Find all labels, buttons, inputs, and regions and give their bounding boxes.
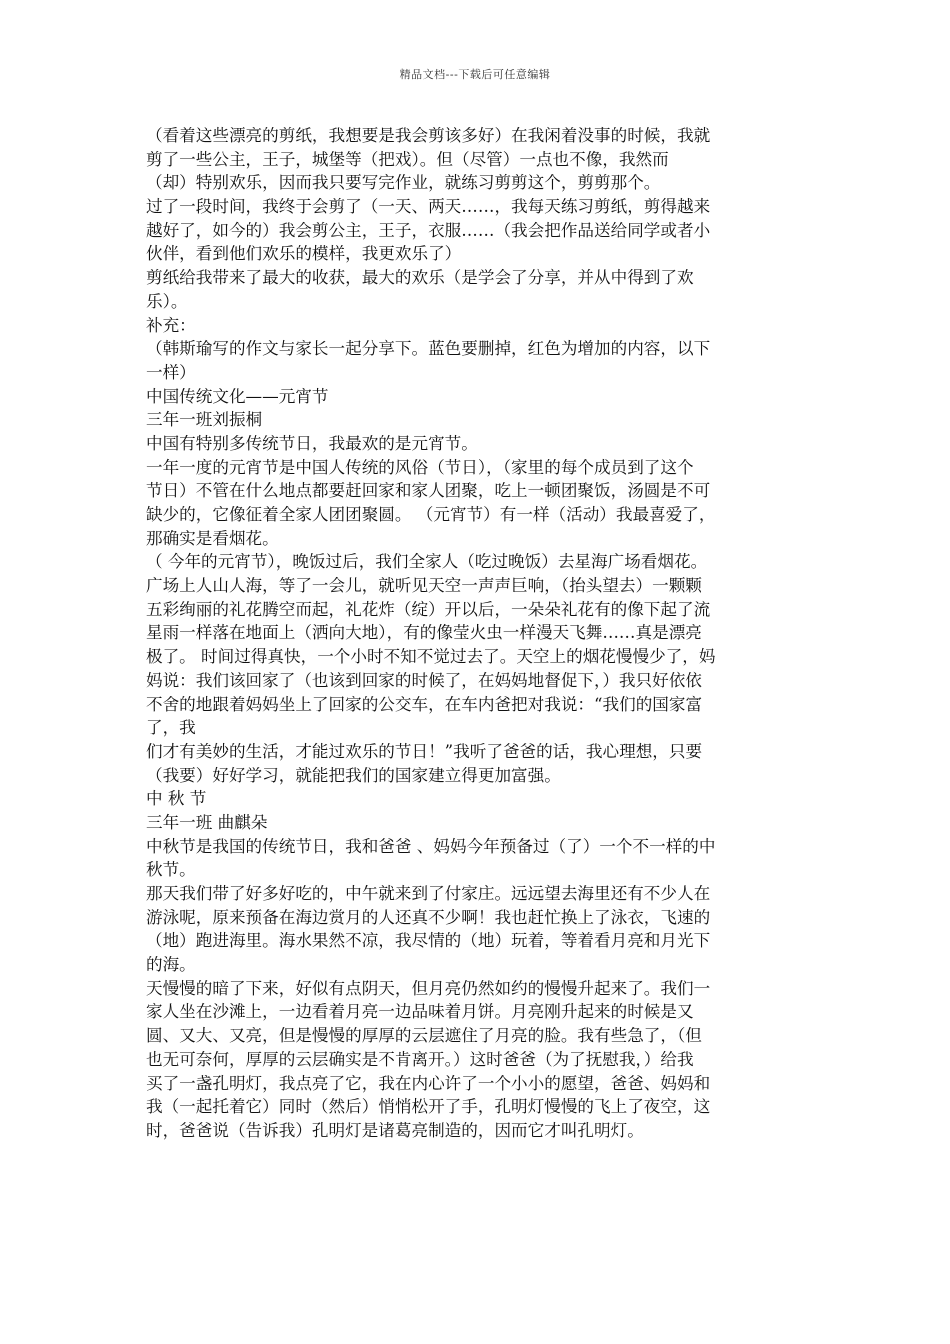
text-line: 乐）。	[146, 291, 188, 311]
text-line: 我（一起托着它）同时（然后）悄悄松开了手，孔明灯慢慢的飞上了夜空，这	[146, 1097, 711, 1117]
text-line: 游泳呢，原来预备在海边赏月的人还真不少啊！我也赶忙换上了泳衣，飞速的	[146, 907, 711, 927]
text-line: 中国传统文化——元宵节	[146, 386, 329, 406]
document-body	[146, 124, 806, 1143]
text-line: 们才有美妙的生活，才能过欢乐的节日！”我听了爸爸的话，我心理想，只要	[146, 741, 703, 761]
text-line: （我要）好好学习，就能把我们的国家建立得更加富强。	[146, 765, 561, 785]
text-line: 一样）	[146, 362, 196, 382]
text-line: 伙伴，看到他们欢乐的模样，我更欢乐了）	[146, 244, 462, 264]
text-line: 剪了一些公主，王子，城堡等（把戏）。但（尽管）一点也不像，我然而	[146, 149, 669, 169]
page-header: 精品文档---下载后可任意编辑	[399, 68, 551, 81]
text-line: 三年一班 曲麒朵	[146, 812, 268, 832]
text-line: 不舍的地跟着妈妈坐上了回家的公交车，在车内爸把对我说：“我们的国家富	[146, 694, 703, 714]
text-line: 那确实是看烟花。	[146, 528, 279, 548]
text-line: 缺少的，它像征着全家人团团聚圆。 （元宵节）有一样（活动）我最喜爱了，	[146, 505, 716, 524]
text-line: 过了一段时间，我终于会剪了（一天、两天……，我每天练习剪纸，剪得越来	[146, 197, 711, 217]
text-line: 补充：	[146, 315, 196, 335]
text-line: 星雨一样落在地面上（洒向大地），有的像莹火虫一样漫天飞舞……真是漂亮	[146, 623, 702, 643]
text-line: 时，爸爸说（告诉我）孔明灯是诸葛亮制造的，因而它才叫孔明灯。	[146, 1120, 644, 1140]
text-line: 中秋节是我国的传统节日，我和爸爸 、妈妈今年预备过（了）一个不一样的中	[146, 836, 716, 856]
text-line: 一年一度的元宵节是中国人传统的风俗（节日），（家里的每个成员到了这个	[146, 457, 694, 477]
text-line: 那天我们带了好多好吃的，中午就来到了付家庄。远远望去海里还有不少人在	[146, 884, 711, 903]
text-line: 中 秋 节	[146, 789, 207, 809]
text-line: （ 今年的元宵节），晚饭过后，我们全家人（吃过晚饭）去星海广场看烟花。	[146, 552, 708, 572]
text-line: 也无可奈何，厚厚的云层确实是不肯离开。）这时爸爸（为了抚慰我，）给我	[146, 1049, 694, 1069]
text-line: （却）特别欢乐，因而我只要写完作业，就练习剪剪这个，剪剪那个。	[146, 173, 661, 193]
text-line: 中国有特别多传统节日，我最欢的是元宵节。	[146, 433, 478, 453]
text-line: （韩斯瑜写的作文与家长一起分享下。蓝色要删掉，红色为增加的内容，以下	[146, 339, 711, 359]
text-line: 买了一盏孔明灯，我点亮了它，我在内心许了一个小小的愿望，爸爸、妈妈和	[146, 1073, 711, 1093]
text-line: 妈说：我们该回家了（也该到回家的时候了，在妈妈地督促下，）我只好依依	[146, 670, 702, 690]
text-line: 了，我	[146, 718, 196, 738]
text-line: （看着这些漂亮的剪纸，我想要是我会剪该多好）在我闲着没事的时候，我就	[146, 126, 711, 145]
text-line: 五彩绚丽的礼花腾空而起，礼花炸（绽）开以后，一朵朵礼花有的像下起了流	[146, 599, 711, 619]
text-line: 秋节。	[146, 860, 196, 880]
text-line: 越好了，如今的）我会剪公主，王子，衣服……（我会把作品送给同学或者小	[146, 220, 711, 240]
text-line: （地）跑进海里。海水果然不凉，我尽情的（地）玩着，等着看月亮和月光下	[146, 931, 711, 951]
text-line: 圆、又大、又亮，但是慢慢的厚厚的云层遮住了月亮的脸。我有些急了，（但	[146, 1026, 702, 1046]
text-line: 节日）不管在什么地点都要赶回家和家人团聚，吃上一顿团聚饭，汤圆是不可	[146, 481, 711, 501]
text-line: 剪纸给我带来了最大的收获，最大的欢乐（是学会了分享，并从中得到了欢	[146, 268, 694, 288]
text-line: 三年一班刘振桐	[146, 410, 263, 430]
text-line: 极了。 时间过得真快，一个小时不知不觉过去了。天空上的烟花慢慢少了，妈	[146, 647, 716, 667]
text-line: 天慢慢的暗了下来，好似有点阴天，但月亮仍然如约的慢慢升起来了。我们一	[146, 978, 711, 998]
text-line: 的海。	[146, 955, 196, 975]
text-line: 广场上人山人海，等了一会儿，就听见天空一声声巨响，（抬头望去）一颗颗	[146, 576, 702, 596]
text-line: 家人坐在沙滩上，一边看着月亮一边品味着月饼。月亮刚升起来的时候是又	[146, 1002, 694, 1022]
